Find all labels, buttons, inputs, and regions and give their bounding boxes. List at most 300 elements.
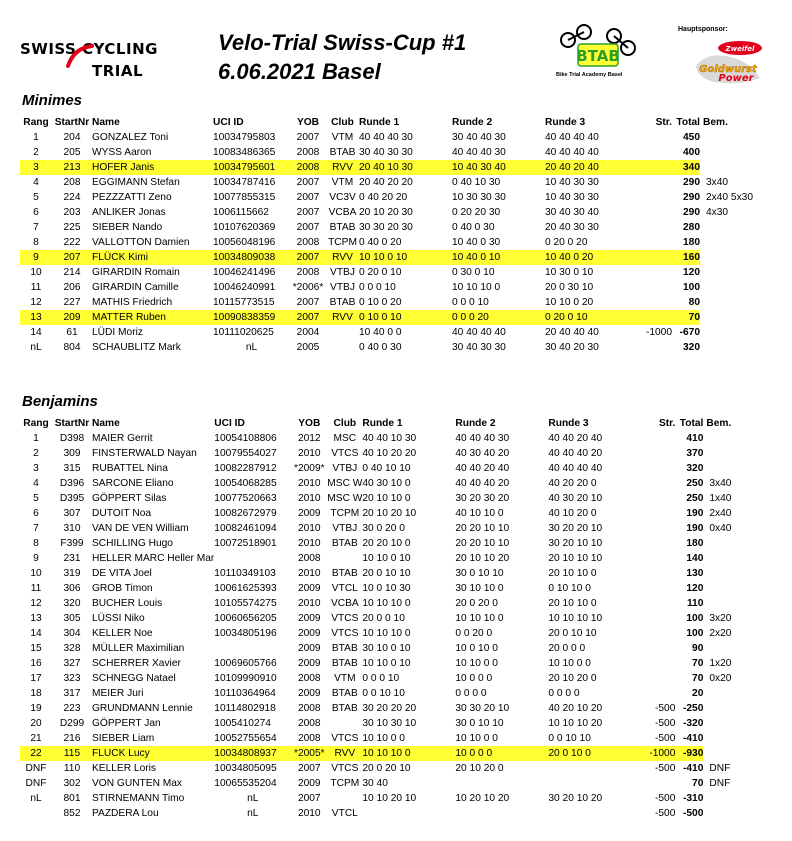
yob-cell: 2009 <box>297 688 321 699</box>
runde1-cell: 30 40 <box>362 778 388 789</box>
startnr-cell: 852 <box>63 808 81 819</box>
startnr-cell: 223 <box>63 703 81 714</box>
name-cell: GRUNDMANN Lennie <box>92 703 193 714</box>
strafe-cell <box>642 446 675 461</box>
rang-cell: 7 <box>33 222 39 233</box>
runde1-cell: 0 0 0 10 <box>359 282 396 293</box>
runde1-cell: 30 10 0 10 <box>362 643 411 654</box>
total-cell: 70 <box>692 658 704 669</box>
column-header: Str. <box>658 418 676 429</box>
runde2-cell: 40 10 10 0 <box>455 508 504 519</box>
club-cell: VTCS <box>331 613 359 624</box>
club-cell: RVV <box>326 250 359 265</box>
bemerkung-cell <box>703 716 769 731</box>
runde3-cell: 20 0 10 0 <box>548 746 642 761</box>
rang-cell: DNF <box>25 763 47 774</box>
yob-cell: 2010 <box>297 808 321 819</box>
column-header: StartNr <box>54 117 90 128</box>
startnr-cell: 225 <box>63 222 81 233</box>
strafe-cell: -1000 <box>645 327 672 338</box>
runde2-cell: 10 10 10 0 <box>455 613 504 624</box>
strafe-cell <box>639 250 672 265</box>
strafe-cell <box>642 566 675 581</box>
total-cell: 180 <box>686 538 704 549</box>
bemerkung-cell: 0x20 <box>709 673 732 684</box>
uci-id-cell: 10061625393 <box>214 583 277 594</box>
table-row <box>20 791 769 806</box>
uci-id-cell: 10077520663 <box>214 493 277 504</box>
runde3-cell: 10 10 0 0 <box>548 658 591 669</box>
name-cell: VON GUNTEN Max <box>92 778 182 789</box>
name-cell: HOFER Janis <box>92 160 213 175</box>
runde1-cell: 10 10 0 10 <box>359 250 452 265</box>
yob-cell: 2007 <box>296 132 320 143</box>
table-row <box>20 611 769 626</box>
runde2-cell: 0 30 0 10 <box>452 267 495 278</box>
strafe-cell <box>642 521 675 536</box>
strafe-cell <box>642 641 675 656</box>
runde1-cell: 20 40 10 30 <box>359 160 452 175</box>
uci-id-cell: 10114802918 <box>214 703 276 714</box>
strafe-cell <box>639 265 672 280</box>
goldwurst-logo-icon <box>668 36 778 92</box>
bemerkung-cell: 2x20 <box>709 628 732 639</box>
runde3-cell: 10 10 0 20 <box>545 297 594 308</box>
table-row <box>20 295 766 310</box>
uci-id-cell: 10083486365 <box>213 147 276 158</box>
club-cell: VTCS <box>331 448 359 459</box>
table-row <box>20 671 769 686</box>
club-cell: BTAB <box>329 297 356 308</box>
club-cell: BTAB <box>329 222 356 233</box>
table-row <box>20 656 769 671</box>
uci-id-cell: 10110349103 <box>214 568 276 579</box>
name-cell: FLÜCK Kimi <box>92 250 213 265</box>
name-cell: MAIER Gerrit <box>92 433 153 444</box>
total-cell: 120 <box>683 267 700 278</box>
column-header: UCI ID <box>213 117 244 128</box>
column-header: Name <box>92 117 120 128</box>
runde3-cell: 40 10 20 0 <box>548 508 597 519</box>
table-row <box>20 265 766 280</box>
runde1-cell: 30 40 30 30 <box>359 147 413 158</box>
total-cell: 190 <box>686 508 704 519</box>
column-header: Name <box>92 418 120 429</box>
yob-cell: 2009 <box>297 778 321 789</box>
total-cell: -310 <box>682 793 704 804</box>
club-cell: BTAB <box>331 568 358 579</box>
total-cell: -410 <box>682 763 704 774</box>
table-row <box>20 340 766 355</box>
rang-cell: 16 <box>30 658 42 669</box>
startnr-cell: 323 <box>63 673 81 684</box>
strafe-cell <box>642 491 675 506</box>
startnr-cell: D396 <box>59 478 85 489</box>
strafe-cell <box>639 280 672 295</box>
runde3-cell: 40 20 20 0 <box>548 478 597 489</box>
club-cell: MSC W <box>327 478 363 489</box>
runde2-cell: 40 40 40 40 <box>452 327 506 338</box>
table-row <box>20 461 769 476</box>
column-header: Runde 3 <box>548 418 589 429</box>
rang-cell: 4 <box>33 478 39 489</box>
sponsor-name1: Goldwurst <box>699 64 757 75</box>
club-cell: VTM <box>331 177 354 188</box>
section-title-benjamins: Benjamins <box>22 393 98 410</box>
runde1-cell: 0 10 0 10 <box>359 310 452 325</box>
runde3-cell: 0 0 10 10 <box>548 733 591 744</box>
bemerkung-cell <box>703 806 769 821</box>
minimes-results-table <box>20 115 766 355</box>
runde1-cell: 0 20 0 10 <box>359 267 402 278</box>
runde3-cell: 0 20 0 20 <box>545 237 588 248</box>
runde2-cell: 30 40 30 30 <box>452 342 506 353</box>
runde3-cell: 20 10 10 10 <box>548 553 603 564</box>
total-cell: 370 <box>686 448 704 459</box>
table-row <box>20 551 769 566</box>
runde1-cell: 10 10 0 0 <box>362 733 405 744</box>
name-cell: LÜDI Moriz <box>92 327 143 338</box>
total-cell: -670 <box>679 327 700 338</box>
runde1-cell: 40 40 10 30 <box>362 433 417 444</box>
startnr-cell: 224 <box>63 192 81 203</box>
rang-cell: 2 <box>33 448 39 459</box>
bemerkung-cell <box>703 686 769 701</box>
strafe-cell <box>642 551 675 566</box>
runde2-cell: 40 40 40 20 <box>455 478 510 489</box>
strafe-cell <box>642 461 675 476</box>
runde3-cell: 30 40 20 30 <box>545 342 599 353</box>
yob-cell: 2008 <box>297 718 321 729</box>
table-row <box>20 310 766 325</box>
rang-cell: 10 <box>30 568 42 579</box>
club-cell: BTAB <box>331 688 358 699</box>
startnr-cell: 317 <box>63 688 81 699</box>
runde2-cell: 40 40 40 30 <box>455 433 510 444</box>
strafe-cell <box>642 536 675 551</box>
table-row <box>20 686 769 701</box>
table-row <box>20 175 766 190</box>
runde1-cell: 30 30 20 30 <box>359 222 413 233</box>
name-cell: GROB Timon <box>92 583 153 594</box>
bemerkung-cell <box>703 551 769 566</box>
runde1-cell: 10 0 10 30 <box>362 583 411 594</box>
startnr-cell: 227 <box>63 297 81 308</box>
table-row <box>20 731 769 746</box>
club-cell: MSC W <box>327 493 363 504</box>
table-row <box>20 145 766 160</box>
runde1-cell: 10 10 10 0 <box>362 598 411 609</box>
runde3-cell: 10 30 0 10 <box>545 267 594 278</box>
club-cell <box>326 340 359 355</box>
rang-cell: 8 <box>33 538 39 549</box>
runde1-cell: 30 20 20 20 <box>362 703 417 714</box>
name-cell: SIEBER Liam <box>92 733 155 744</box>
bike-rider-icon <box>552 22 642 72</box>
runde2-cell: 30 40 40 30 <box>452 132 506 143</box>
table-row <box>20 626 769 641</box>
rang-cell: 2 <box>33 147 39 158</box>
name-cell: GÖPPERT Silas <box>92 493 167 504</box>
strafe-cell <box>639 145 672 160</box>
yob-cell: 2009 <box>297 508 321 519</box>
total-cell: 110 <box>686 598 704 609</box>
page-header <box>0 0 792 90</box>
startnr-cell: 327 <box>63 658 81 669</box>
rang-cell: 3 <box>33 463 39 474</box>
runde2-cell: 10 10 0 0 <box>455 658 498 669</box>
strafe-cell <box>639 160 672 175</box>
table-row <box>20 506 769 521</box>
startnr-cell: 61 <box>66 327 78 338</box>
club-cell: VTCS <box>331 733 359 744</box>
startnr-cell: D299 <box>59 718 85 729</box>
column-header: Runde 2 <box>452 117 493 128</box>
club-cell: TCPM <box>328 237 357 248</box>
uci-id-cell: 10082461094 <box>214 523 277 534</box>
runde3-cell: 10 40 0 20 <box>545 250 639 265</box>
column-header: Bem. <box>703 117 728 128</box>
yob-cell: 2009 <box>297 613 321 624</box>
strafe-cell <box>639 220 672 235</box>
rang-cell: 15 <box>30 643 42 654</box>
bemerkung-cell: DNF <box>709 763 731 774</box>
strafe-cell <box>642 581 675 596</box>
name-cell: MATHIS Friedrich <box>92 297 173 308</box>
total-cell: 320 <box>683 342 700 353</box>
total-cell: 130 <box>686 568 704 579</box>
total-cell: 120 <box>686 583 704 594</box>
table-row <box>20 761 769 776</box>
rang-cell: 14 <box>30 327 42 338</box>
runde3-cell: 10 10 10 20 <box>548 718 603 729</box>
startnr-cell: F399 <box>60 538 84 549</box>
runde2-cell: 0 0 0 10 <box>452 297 489 308</box>
strafe-cell <box>642 506 675 521</box>
bemerkung-cell <box>703 431 769 446</box>
total-cell: -320 <box>682 718 704 729</box>
runde2-cell: 10 20 10 20 <box>455 793 510 804</box>
total-cell: 450 <box>683 132 700 143</box>
column-header: UCI ID <box>214 418 245 429</box>
yob-cell: 2010 <box>297 538 321 549</box>
startnr-cell: 307 <box>63 508 81 519</box>
column-header: Runde 1 <box>362 418 403 429</box>
bemerkung-cell <box>700 145 766 160</box>
page-title <box>218 28 466 86</box>
runde1-cell: 30 0 20 0 <box>362 523 405 534</box>
uci-id-cell: 10034795601 <box>213 160 290 175</box>
name-cell: HELLER MARC Heller Mar <box>92 553 215 564</box>
strafe-cell <box>639 130 672 145</box>
total-cell: -410 <box>682 733 704 744</box>
runde3-cell: 40 30 20 10 <box>548 493 603 504</box>
runde3-cell: 10 40 30 30 <box>545 177 599 188</box>
column-header: Bem. <box>706 418 732 429</box>
rang-cell: 5 <box>33 192 39 203</box>
total-cell: -500 <box>682 808 704 819</box>
runde3-cell: 20 10 10 0 <box>548 598 597 609</box>
bemerkung-cell: 4x30 <box>706 207 729 218</box>
runde3-cell: 30 20 10 20 <box>548 793 603 804</box>
club-cell: VC3V <box>329 192 356 203</box>
name-cell: PAZDERA Lou <box>92 808 159 819</box>
club-cell: BTAB <box>331 643 358 654</box>
club-cell: VTBJ <box>330 267 355 278</box>
table-row <box>20 130 766 145</box>
rang-cell: 12 <box>30 598 42 609</box>
startnr-cell: 306 <box>63 583 81 594</box>
runde2-cell: 10 0 10 0 <box>455 643 498 654</box>
yob-cell: 2009 <box>297 583 321 594</box>
uci-id-cell: 10082287912 <box>214 463 277 474</box>
table-row <box>20 446 769 461</box>
runde3-cell: 40 40 40 40 <box>545 132 599 143</box>
startnr-cell: 110 <box>63 763 81 774</box>
uci-id-cell: 10069605766 <box>214 658 277 669</box>
runde2-cell: 10 40 0 10 <box>452 250 545 265</box>
runde2-cell: 10 30 30 30 <box>452 192 506 203</box>
title-line2: 6.06.2021 Basel <box>218 59 381 84</box>
table-row <box>20 701 769 716</box>
runde3-cell: 30 20 20 10 <box>548 523 603 534</box>
yob-cell: 2008 <box>296 147 320 158</box>
yob-cell: 2007 <box>290 250 326 265</box>
name-cell: GIRARDIN Romain <box>92 267 180 278</box>
rang-cell: nL <box>30 342 42 353</box>
rang-cell: 1 <box>33 433 39 444</box>
uci-id-cell: 10046241496 <box>213 267 276 278</box>
name-cell: MEIER Juri <box>92 688 144 699</box>
uci-id-cell: 10105574275 <box>214 598 277 609</box>
yob-cell: 2010 <box>297 448 321 459</box>
runde2-cell: 0 40 10 30 <box>452 177 501 188</box>
rang-cell: 20 <box>30 718 42 729</box>
logo-line1: SWISS CYCLING <box>20 40 158 58</box>
runde2-cell: 20 20 10 10 <box>455 538 510 549</box>
uci-id-cell: 1006115662 <box>213 207 269 218</box>
uci-id-cell: 10077855315 <box>213 192 276 203</box>
total-cell: 100 <box>686 628 704 639</box>
rang-cell: 17 <box>30 673 42 684</box>
table-row <box>20 776 769 791</box>
club-cell: VTBJ <box>332 523 358 534</box>
rang-cell: 9 <box>20 250 52 265</box>
uci-id-cell <box>214 641 291 656</box>
name-cell: GÖPPERT Jan <box>92 718 161 729</box>
table-row <box>20 716 769 731</box>
bemerkung-cell <box>703 461 769 476</box>
runde3-cell: 0 20 0 10 <box>545 310 639 325</box>
rang-cell: 9 <box>33 553 39 564</box>
strafe-cell <box>642 776 675 791</box>
table-row <box>20 521 769 536</box>
uci-id-cell: 10034795803 <box>213 132 276 143</box>
column-header: YOB <box>298 418 321 429</box>
yob-cell: 2005 <box>296 342 320 353</box>
uci-id-cell: nL <box>245 342 258 353</box>
runde1-cell: 10 40 0 0 <box>359 327 402 338</box>
runde1-cell: 20 10 20 30 <box>359 207 413 218</box>
uci-id-cell: 10065535204 <box>214 778 277 789</box>
strafe-cell <box>639 235 672 250</box>
strafe-cell <box>639 205 672 220</box>
total-cell: 340 <box>672 160 700 175</box>
yob-cell: 2010 <box>297 523 321 534</box>
runde1-cell: 0 10 0 20 <box>359 297 402 308</box>
runde1-cell: 10 10 10 0 <box>362 628 411 639</box>
column-header: Str. <box>655 117 672 128</box>
table-row <box>20 476 769 491</box>
startnr-cell: 209 <box>52 310 92 325</box>
runde1-cell: 40 10 20 20 <box>362 448 417 459</box>
startnr-cell: 305 <box>63 613 81 624</box>
runde2-cell <box>455 776 548 791</box>
uci-id-cell: 10107620369 <box>213 222 276 233</box>
table-row <box>20 220 766 235</box>
bemerkung-cell: 1x20 <box>709 658 732 669</box>
yob-cell: 2010 <box>297 568 321 579</box>
table-row <box>20 235 766 250</box>
runde1-cell: 10 10 10 0 <box>362 746 455 761</box>
strafe-cell <box>642 431 675 446</box>
club-cell: TCPM <box>330 508 360 519</box>
uci-id-cell: 10046240991 <box>213 282 276 293</box>
rang-cell: 12 <box>30 297 42 308</box>
total-cell: 290 <box>683 177 700 188</box>
startnr-cell: D398 <box>59 433 85 444</box>
yob-cell: 2008 <box>297 703 321 714</box>
runde3-cell: 40 40 20 40 <box>548 433 603 444</box>
strafe-cell: -500 <box>654 703 676 714</box>
table-row <box>20 205 766 220</box>
startnr-cell: 214 <box>63 267 81 278</box>
club-cell: RVV <box>326 160 359 175</box>
sponsor-label: Hauptsponsor: <box>678 26 728 33</box>
yob-cell: 2007 <box>296 177 320 188</box>
strafe-cell: -500 <box>654 718 676 729</box>
club-cell: VTBJ <box>330 282 355 293</box>
yob-cell: 2007 <box>296 207 320 218</box>
rang-cell: 6 <box>33 207 39 218</box>
runde1-cell: 0 40 0 20 <box>359 237 402 248</box>
runde1-cell: 20 10 20 10 <box>362 508 417 519</box>
club-cell <box>327 551 362 566</box>
name-cell: VALLOTTON Damien <box>92 237 190 248</box>
uci-id-cell: nL <box>247 808 259 819</box>
startnr-cell: 320 <box>63 598 81 609</box>
startnr-cell: 231 <box>63 553 81 564</box>
strafe-cell: -500 <box>654 763 676 774</box>
table-row <box>20 746 769 761</box>
club-cell: BTAB <box>329 147 356 158</box>
name-cell: GIRARDIN Camille <box>92 282 179 293</box>
table-row <box>20 581 769 596</box>
startnr-cell: 319 <box>63 568 81 579</box>
uci-id-cell: 10034809038 <box>213 250 290 265</box>
yob-cell: 2012 <box>297 433 321 444</box>
runde3-cell <box>548 761 642 776</box>
rang-cell: 4 <box>33 177 39 188</box>
total-cell: 70 <box>692 778 704 789</box>
bemerkung-cell: 3x40 <box>709 478 732 489</box>
runde3-cell <box>548 806 642 821</box>
bemerkung-cell <box>700 250 766 265</box>
runde2-cell: 30 20 30 20 <box>455 493 510 504</box>
total-cell: 190 <box>686 523 704 534</box>
uci-id-cell: 10072518901 <box>214 538 277 549</box>
startnr-cell: 207 <box>52 250 92 265</box>
